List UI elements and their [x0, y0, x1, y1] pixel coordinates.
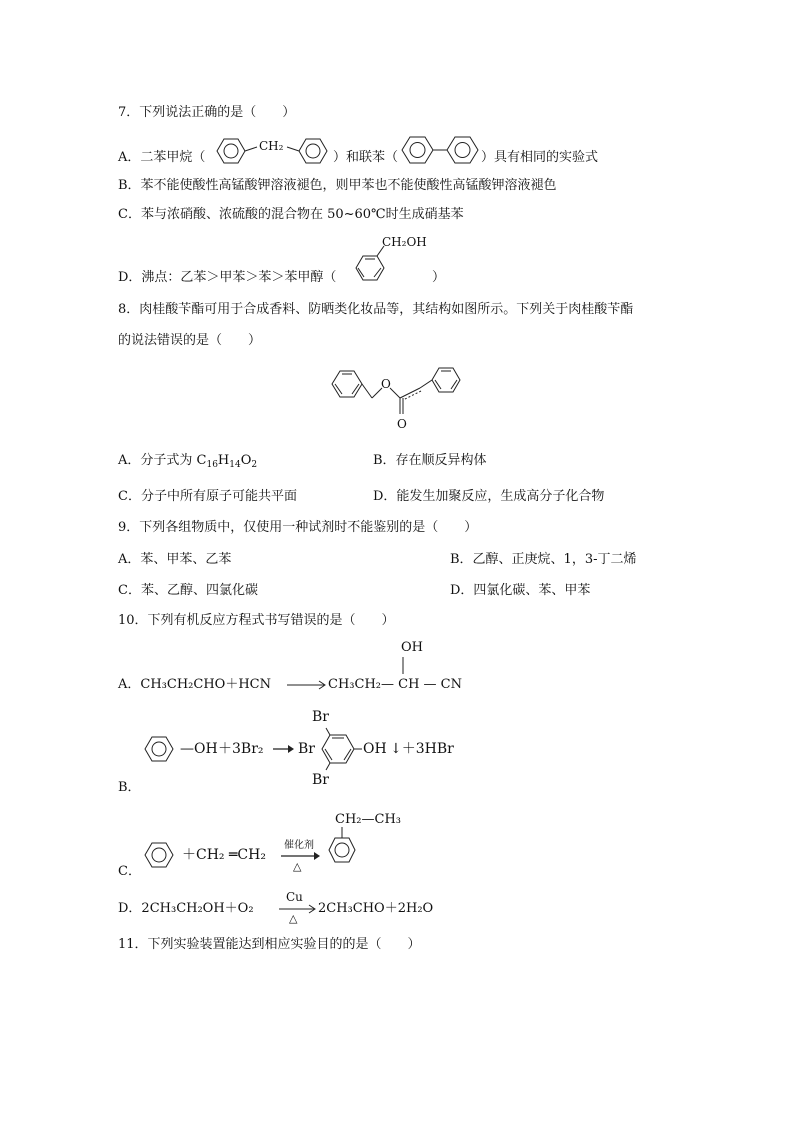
q7-a-prefix: A．二苯甲烷（ [118, 150, 206, 165]
aromatic-circle [224, 144, 238, 158]
q8-a-sub-2: 2 [251, 460, 258, 470]
benzyl-alcohol-structure [352, 232, 442, 284]
benzyl-cinnamate-structure [328, 362, 472, 432]
q7-option-a [118, 150, 205, 166]
diphenylmethane-structure [213, 133, 331, 169]
q8-a-h: H [217, 453, 230, 468]
q10-a-oh: OH [401, 640, 423, 655]
benzene-reactant-ring [142, 839, 180, 871]
q9-option-d: D．四氯化碳、苯、甲苯 [450, 583, 591, 598]
q10-c-product: CH₂—CH₃ [335, 812, 401, 827]
q10-c-heat: △ [293, 860, 302, 873]
q10-c-reagent: ＋CH₂ ═CH₂ [182, 847, 266, 863]
benzene-ring [299, 139, 327, 163]
q9-option-c: C．苯、乙醇、四氯化碳 [118, 583, 258, 598]
q8-option-a [118, 453, 257, 469]
carbonyl-oxygen-label: O [397, 417, 407, 431]
q8-a-prefix: A．分子式为 C [118, 453, 207, 468]
q8-option-d: D．能发生加聚反应，生成高分子化合物 [373, 489, 605, 504]
ester-oxygen-label: O [381, 377, 391, 391]
reaction-arrow-icon [278, 903, 318, 915]
q10-b-reagent: ＋3Br₂ [218, 741, 264, 757]
q7-d-suffix: ） [432, 270, 446, 285]
q10-b-br-top: Br [312, 709, 329, 725]
q10-b-byproducts: ↓＋3HBr [390, 741, 454, 757]
biphenyl-structure [399, 130, 485, 170]
tribromophenol-ring [318, 726, 364, 772]
benzene-ring [356, 256, 384, 280]
benzene-ring [332, 371, 362, 397]
q7-stem: 7．下列说法正确的是（ ） [118, 105, 296, 120]
q10-c-label: C． [118, 864, 141, 879]
q10-b-label: B． [118, 780, 141, 795]
q8-stem-line2: 的说法错误的是（ ） [118, 333, 262, 348]
q8-option-b: B．存在顺反异构体 [373, 453, 487, 468]
q11-stem: 11．下列实验装置能达到相应实验目的的是（ ） [118, 937, 421, 952]
q9-option-a: A．苯、甲苯、乙苯 [118, 552, 232, 567]
reaction-arrow-icon [272, 743, 296, 755]
q10-d-heat: △ [289, 912, 298, 925]
q10-c-catalyst: 催化剂 [284, 840, 314, 851]
q10-a-products: CH₃CH₂— CH — CN [328, 677, 462, 692]
aromatic-circle [410, 143, 425, 158]
q7-d-prefix: D．沸点：乙苯＞甲苯＞苯＞苯甲醇（ [118, 270, 337, 285]
q10-a-label: A． [118, 677, 141, 692]
q10-d-catalyst-cu: Cu [286, 890, 303, 904]
phenol-benzene-ring [142, 733, 180, 765]
benzene-ring [402, 137, 433, 163]
q7-a-suffix: ）具有相同的实验式 [481, 150, 599, 165]
q10-option-a [118, 677, 271, 693]
q10-b-br-left: Br [298, 741, 315, 757]
q7-a-mid: ）和联苯（ [333, 150, 399, 165]
q9-stem: 9．下列各组物质中，仅使用一种试剂时不能鉴别的是（ ） [118, 520, 478, 535]
q8-stem-line1: 8．肉桂酸苄酯可用于合成香料、防晒类化妆品等，其结构如图所示。下列关于肉桂酸苄酯 [118, 302, 634, 317]
q10-b-oh: —OH [180, 741, 218, 757]
aromatic-circle [306, 144, 320, 158]
q10-d-products: 2CH₃CHO＋2H₂O [318, 901, 434, 916]
q7-option-d [118, 270, 336, 286]
reaction-arrow-icon [286, 679, 328, 691]
q10-option-d [118, 901, 254, 917]
q8-a-sub-16: 16 [206, 460, 218, 470]
q8-a-o: O [240, 453, 252, 468]
ch2oh-label: CH₂OH [382, 235, 427, 249]
q7-option-c: C．苯与浓硝酸、浓硫酸的混合物在 50~60℃时生成硝基苯 [118, 207, 464, 222]
q8-a-sub-14: 14 [229, 460, 241, 470]
q10-a-bond [398, 656, 408, 676]
q9-option-b: B．乙醇、正庚烷、1，3-丁二烯 [450, 552, 637, 567]
q10-b-br-bottom: Br [312, 772, 329, 788]
aromatic-circle [455, 143, 470, 158]
q10-a-reactants: CH₃CH₂CHO＋HCN [140, 677, 271, 692]
benzene-ring [432, 368, 460, 392]
benzene-ring [447, 137, 478, 163]
q8-option-c: C．分子中所有原子可能共平面 [118, 489, 297, 504]
q10-b-product-oh: OH [363, 741, 387, 757]
benzene-ring [217, 139, 245, 163]
ethylbenzene-ring [326, 826, 362, 870]
q10-stem: 10．下列有机反应方程式书写错误的是（ ） [118, 613, 395, 628]
q10-d-reactants: D．2CH₃CH₂OH＋O₂ [118, 901, 254, 916]
q7-option-b: B．苯不能使酸性高锰酸钾溶液褪色，则甲苯也不能使酸性高锰酸钾溶液褪色 [118, 178, 557, 193]
ch2-label: CH₂ [259, 139, 284, 153]
